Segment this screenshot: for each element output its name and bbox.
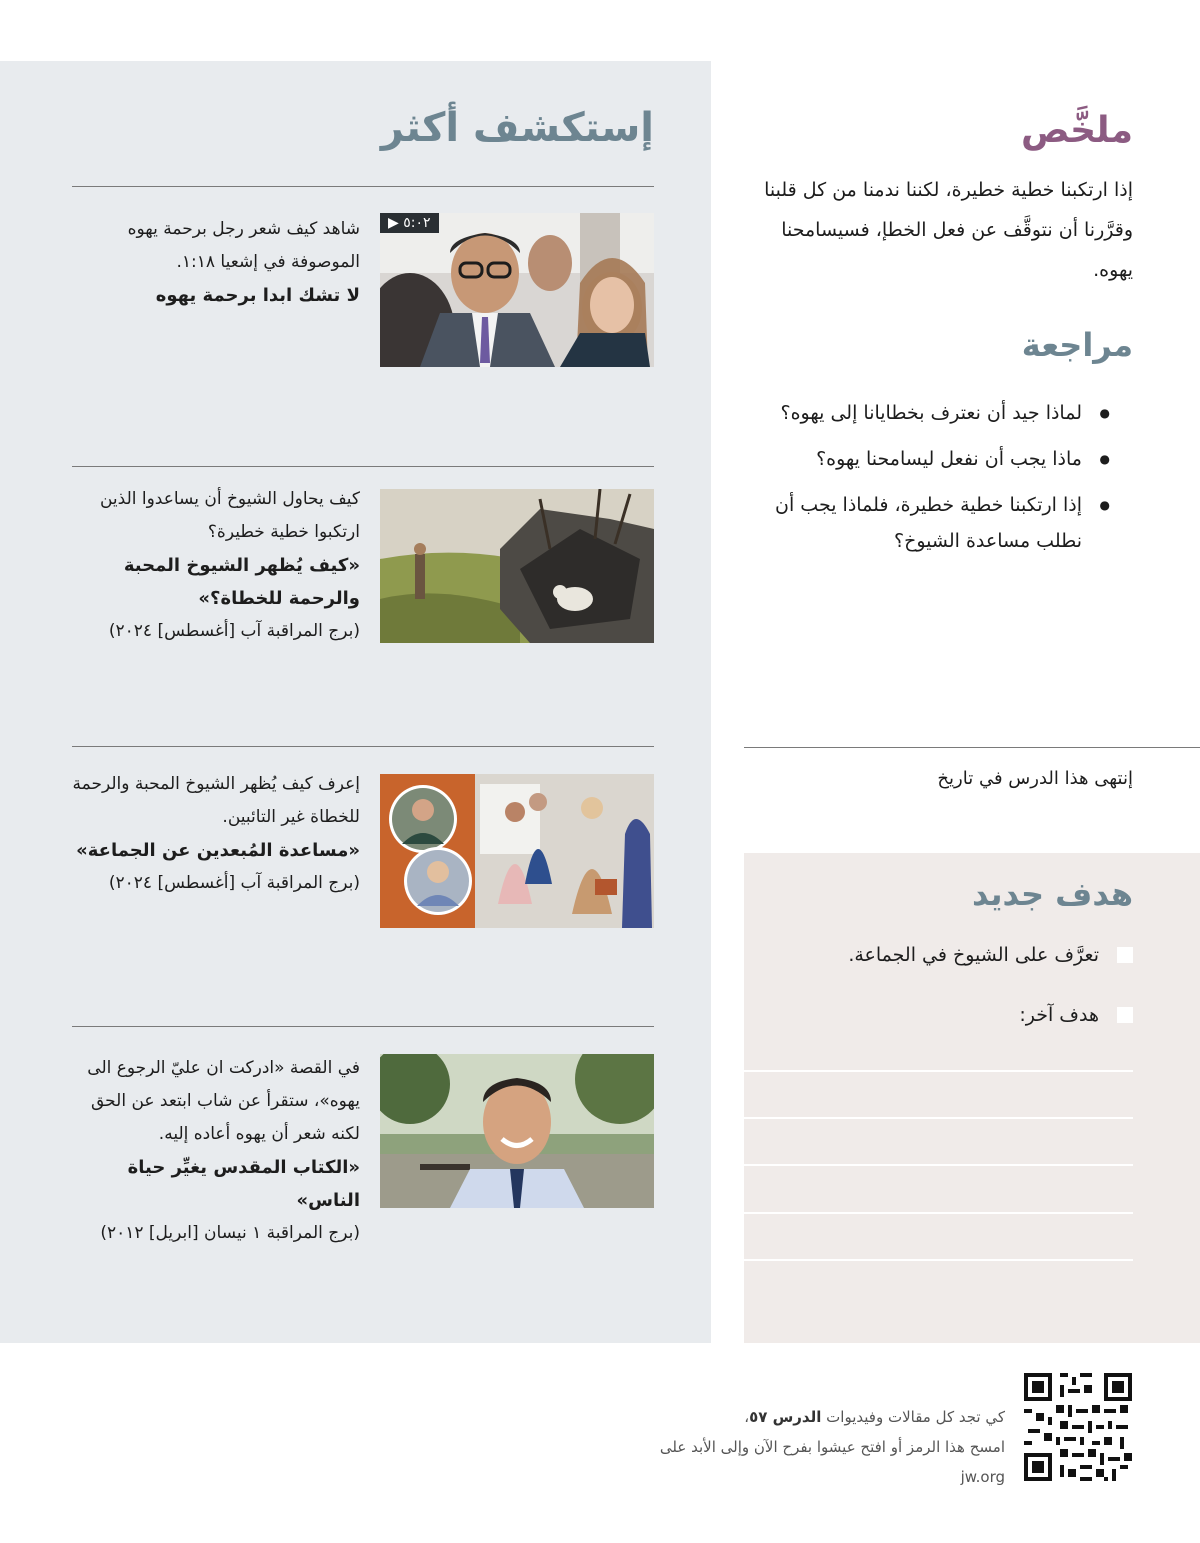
summary-title: ملخَّص xyxy=(1020,110,1133,151)
divider xyxy=(72,746,654,747)
goal-checkbox[interactable] xyxy=(1117,947,1133,963)
article-thumbnail[interactable] xyxy=(380,1054,654,1208)
explore-item-article[interactable] xyxy=(72,1054,654,1254)
video-duration-badge xyxy=(380,213,439,233)
item-link-title[interactable]: لا تشك ابدا برحمة يهوه xyxy=(155,285,360,306)
item-description: كيف يحاول الشيوخ أن يساعدوا الذين ارتكبوا خطية خطيرة؟ xyxy=(99,489,360,542)
goal-title: هدف جديد xyxy=(971,875,1133,913)
item-source: (برج المراقبة آب [أغسطس] ٢٠٢٤) xyxy=(108,873,360,893)
footer-note xyxy=(645,1402,1005,1492)
review-questions xyxy=(752,395,1082,569)
explore-item-article[interactable] xyxy=(72,489,654,689)
footer-lesson-ref: الدرس ٥٧ xyxy=(749,1408,822,1426)
review-question: ● لماذا جيد أن نعترف بخطايانا إلى يهوه؟ xyxy=(752,395,1082,431)
smiling-man-at-meeting-image xyxy=(380,213,654,367)
explore-item-article[interactable] xyxy=(72,774,654,974)
lesson-completed-date-label: إنتهى هذا الدرس في تاريخ xyxy=(937,768,1133,789)
item-description: إعرف كيف يُظهر الشيوخ المحبة والرحمة للخطاة غير التائبين. xyxy=(72,774,360,827)
review-question: ● ماذا يجب أن نفعل ليسامحنا يهوه؟ xyxy=(752,441,1082,477)
summary-text: إذا ارتكبنا خطية خطيرة، لكننا ندمنا من كل قلبنا وقرَّرنا أن نتوقَّف عن فعل الخطإ، فسيسامحنا يهوه. xyxy=(764,179,1133,281)
review-question: ● إذا ارتكبنا خطية خطيرة، فلماذا يجب أن نطلب مساعدة الشيوخ؟ xyxy=(752,487,1082,559)
item-text xyxy=(70,1052,360,1250)
item-link-title[interactable]: «كيف يُظهر الشيوخ المحبة والرحمة للخطاة؟» xyxy=(123,555,360,609)
duration-text: ٥:٠٢ xyxy=(403,215,431,231)
writing-line[interactable] xyxy=(744,1164,1133,1166)
explore-item-video[interactable] xyxy=(72,213,654,373)
divider xyxy=(744,747,1200,748)
item-text xyxy=(70,213,360,312)
smiling-man-in-park-image xyxy=(380,1054,654,1208)
writing-line[interactable] xyxy=(744,1212,1133,1214)
play-icon: ▶ xyxy=(388,215,399,231)
divider xyxy=(72,466,654,467)
goal-label: هدف آخر: xyxy=(1019,1004,1099,1026)
goal-label: تعرَّف على الشيوخ في الجماعة. xyxy=(848,944,1099,966)
women-greeting-at-hall-image xyxy=(380,774,654,928)
writing-line[interactable] xyxy=(744,1070,1133,1072)
item-source: (برج المراقبة ١ نيسان [ابريل] ٢٠١٢) xyxy=(100,1223,360,1243)
divider xyxy=(72,1026,654,1027)
article-thumbnail[interactable] xyxy=(380,489,654,643)
divider xyxy=(72,186,654,187)
item-link-title[interactable]: «مساعدة المُبعدين عن الجماعة» xyxy=(76,840,360,861)
video-thumbnail[interactable] xyxy=(380,213,654,367)
footer-line2: امسح هذا الرمز أو افتح عيشوا بفرح الآن وإلى الأبد على jw.org xyxy=(659,1438,1005,1486)
writing-line[interactable] xyxy=(744,1259,1133,1261)
explore-title: إستكشف أكثر xyxy=(380,105,654,151)
item-text xyxy=(70,483,360,648)
footer-line1-pre: كي تجد كل مقالات وفيديوات xyxy=(826,1408,1005,1426)
qr-code-icon[interactable] xyxy=(1024,1373,1132,1481)
goal-checkbox[interactable] xyxy=(1117,1007,1133,1023)
item-text xyxy=(70,768,360,900)
goal-item[interactable] xyxy=(1019,1004,1133,1026)
writing-line[interactable] xyxy=(744,1117,1133,1119)
goal-item[interactable] xyxy=(848,944,1133,966)
item-description: في القصة «ادركت ان عليّ الرجوع الى يهوه»، ستقرأ عن شاب ابتعد عن الحق لكنه شعر أن يهوه أعاده إليه. xyxy=(87,1058,360,1144)
item-source: (برج المراقبة آب [أغسطس] ٢٠٢٤) xyxy=(108,621,360,641)
review-title: مراجعة xyxy=(1021,326,1133,364)
article-thumbnail[interactable] xyxy=(380,774,654,928)
shepherd-rescuing-lamb-image xyxy=(380,489,654,643)
footer-line1-post: ، xyxy=(744,1408,750,1426)
item-link-title[interactable]: «الكتاب المقدس يغيِّر حياة الناس» xyxy=(127,1157,360,1211)
goal-panel xyxy=(744,853,1200,1343)
item-description: شاهد كيف شعر رجل برحمة يهوه الموصوفة في إشعيا ١:١٨. xyxy=(127,219,360,272)
